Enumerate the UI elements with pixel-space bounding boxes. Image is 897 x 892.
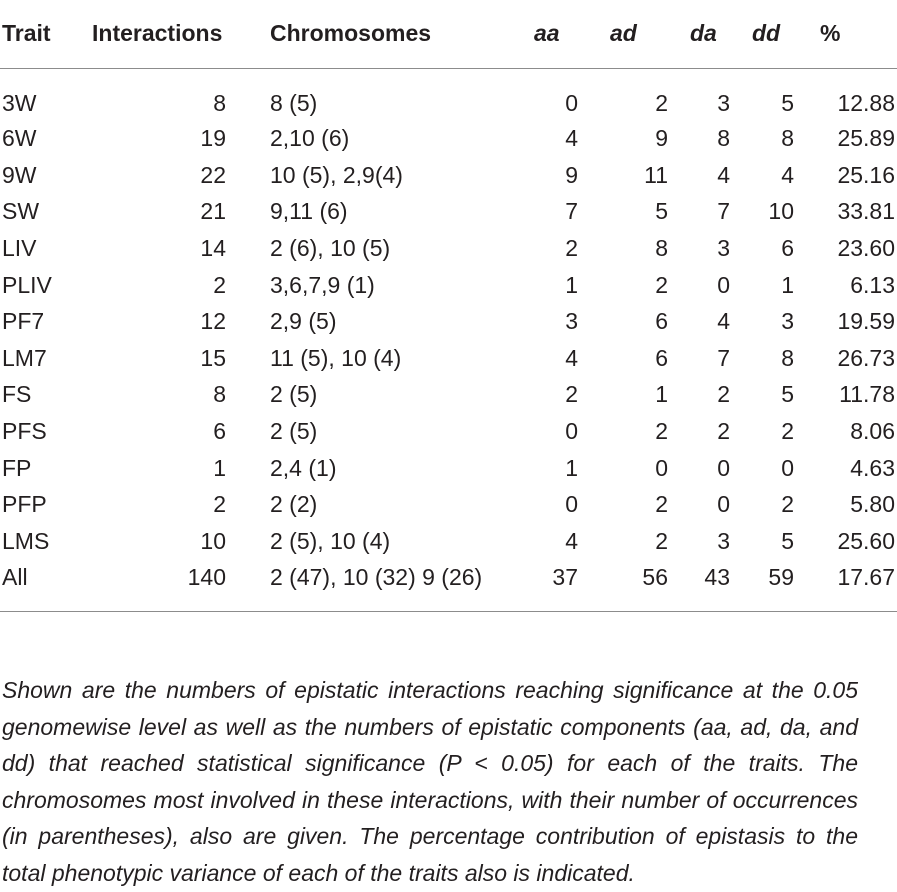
cell-dd: 59 [768, 563, 794, 590]
cell-chromosomes: 2,9 (5) [270, 308, 337, 335]
cell-aa: 0 [565, 418, 578, 445]
cell-da: 43 [704, 563, 730, 590]
cell-dd: 5 [781, 527, 794, 554]
cell-pct: 33.81 [837, 198, 895, 225]
cell-trait: LIV [2, 235, 37, 262]
cell-trait: 9W [2, 161, 37, 188]
cell-aa: 0 [565, 491, 578, 518]
header-ad: ad [610, 19, 637, 46]
table-row [0, 377, 897, 414]
cell-ad: 6 [655, 344, 668, 371]
cell-chromosomes: 3,6,7,9 (1) [270, 271, 375, 298]
cell-da: 0 [717, 491, 730, 518]
cell-pct: 25.16 [837, 161, 895, 188]
cell-trait: LMS [2, 527, 50, 554]
cell-trait: PF7 [2, 308, 45, 335]
cell-interactions: 2 [213, 491, 226, 518]
cell-chromosomes: 2 (5) [270, 381, 318, 408]
table-row [0, 230, 897, 267]
cell-ad: 6 [655, 308, 668, 335]
cell-interactions: 21 [200, 198, 226, 225]
cell-aa: 9 [565, 161, 578, 188]
header-aa: aa [534, 19, 560, 46]
cell-pct: 25.89 [837, 125, 895, 152]
cell-trait: 3W [2, 90, 37, 117]
cell-ad: 2 [655, 527, 668, 554]
table-row [0, 194, 897, 231]
cell-aa: 37 [552, 563, 578, 590]
cell-aa: 7 [565, 198, 578, 225]
cell-pct: 23.60 [837, 235, 895, 262]
cell-pct: 11.78 [839, 381, 895, 408]
cell-da: 3 [717, 90, 730, 117]
cell-trait: FP [2, 454, 32, 481]
cell-interactions: 12 [200, 308, 226, 335]
cell-pct: 6.13 [850, 271, 895, 298]
cell-chromosomes: 2 (5) [270, 418, 318, 445]
header-chromosomes: Chromosomes [270, 19, 432, 46]
cell-da: 4 [717, 161, 730, 188]
cell-ad: 2 [655, 491, 668, 518]
cell-aa: 1 [565, 271, 578, 298]
cell-interactions: 140 [187, 563, 226, 590]
cell-aa: 4 [565, 344, 578, 371]
cell-pct: 17.67 [837, 563, 895, 590]
table-row [0, 560, 897, 612]
cell-trait: PFP [2, 491, 47, 518]
table-row [0, 450, 897, 487]
cell-da: 7 [717, 344, 730, 371]
cell-chromosomes: 2 (6), 10 (5) [270, 235, 391, 262]
header-trait: Trait [2, 19, 51, 46]
cell-aa: 4 [565, 125, 578, 152]
cell-trait: All [2, 563, 28, 590]
header-percent: % [820, 19, 841, 46]
cell-ad: 11 [644, 161, 668, 188]
cell-chromosomes: 2 (47), 10 (32) 9 (26) [270, 563, 483, 590]
table-row [0, 523, 897, 560]
cell-interactions: 8 [213, 90, 226, 117]
cell-interactions: 2 [213, 271, 226, 298]
cell-dd: 2 [781, 418, 794, 445]
cell-ad: 56 [642, 563, 668, 590]
cell-dd: 0 [781, 454, 794, 481]
cell-pct: 4.63 [850, 454, 895, 481]
cell-aa: 3 [565, 308, 578, 335]
table-row [0, 121, 897, 158]
table-row [0, 69, 897, 121]
header-row [0, 0, 897, 69]
cell-pct: 12.88 [837, 90, 895, 117]
cell-dd: 6 [781, 235, 794, 262]
cell-interactions: 15 [200, 344, 226, 371]
cell-chromosomes: 2,4 (1) [270, 454, 337, 481]
cell-ad: 5 [655, 198, 668, 225]
cell-dd: 8 [781, 125, 794, 152]
cell-chromosomes: 2 (5), 10 (4) [270, 527, 391, 554]
table-row [0, 267, 897, 304]
cell-aa: 2 [565, 235, 578, 262]
header-dd: dd [752, 19, 781, 46]
cell-trait: PFS [2, 418, 47, 445]
cell-dd: 4 [781, 161, 794, 188]
table-footnote: Shown are the numbers of epistatic interactions reaching significance at the 0.05 genomewise level as well as the numbers of epistatic components (aa, ad, da, and dd) that reached statistical significance (P < 0.05) for each of the traits. The chromosomes most involved in these interactions, with their number of occurrences (in parentheses), also are given. The percentage contribution of epistasis to the total phenotypic variance of each of the traits also is indicated. [2, 677, 858, 886]
header-interactions: Interactions [92, 19, 223, 46]
cell-chromosomes: 2,10 (6) [270, 125, 350, 152]
table-row [0, 486, 897, 523]
cell-da: 0 [717, 454, 730, 481]
cell-interactions: 19 [200, 125, 226, 152]
table-header [0, 0, 897, 69]
cell-da: 2 [717, 418, 730, 445]
table-row [0, 303, 897, 340]
cell-dd: 3 [781, 308, 794, 335]
cell-aa: 0 [565, 90, 578, 117]
cell-pct: 8.06 [850, 418, 895, 445]
cell-dd: 1 [781, 271, 794, 298]
cell-da: 3 [717, 527, 730, 554]
cell-pct: 26.73 [837, 344, 895, 371]
cell-da: 2 [717, 381, 730, 408]
cell-pct: 5.80 [850, 491, 895, 518]
cell-interactions: 22 [200, 161, 226, 188]
header-da: da [690, 19, 717, 46]
cell-pct: 25.60 [837, 527, 895, 554]
cell-dd: 5 [781, 90, 794, 117]
cell-ad: 1 [655, 381, 668, 408]
cell-pct: 19.59 [837, 308, 895, 335]
cell-da: 8 [717, 125, 730, 152]
cell-trait: PLIV [2, 271, 52, 298]
cell-trait: SW [2, 198, 40, 225]
table-row [0, 340, 897, 377]
cell-chromosomes: 8 (5) [270, 90, 318, 117]
cell-dd: 8 [781, 344, 794, 371]
cell-dd: 2 [781, 491, 794, 518]
cell-trait: 6W [2, 125, 37, 152]
cell-trait: FS [2, 381, 32, 408]
cell-interactions: 10 [200, 527, 226, 554]
cell-ad: 2 [655, 271, 668, 298]
cell-interactions: 6 [213, 418, 226, 445]
cell-ad: 0 [655, 454, 668, 481]
cell-dd: 10 [768, 198, 794, 225]
cell-ad: 2 [655, 90, 668, 117]
cell-aa: 1 [565, 454, 578, 481]
cell-da: 7 [717, 198, 730, 225]
cell-trait: LM7 [2, 344, 47, 371]
table-body [0, 69, 897, 612]
cell-da: 3 [717, 235, 730, 262]
cell-interactions: 8 [213, 381, 226, 408]
cell-da: 4 [717, 308, 730, 335]
cell-interactions: 1 [213, 454, 226, 481]
cell-ad: 9 [655, 125, 668, 152]
cell-chromosomes: 9,11 (6) [270, 198, 348, 225]
cell-da: 0 [717, 271, 730, 298]
table-row [0, 413, 897, 450]
cell-chromosomes: 11 (5), 10 (4) [270, 344, 402, 371]
cell-aa: 4 [565, 527, 578, 554]
cell-chromosomes: 10 (5), 2,9(4) [270, 161, 403, 188]
cell-aa: 2 [565, 381, 578, 408]
cell-chromosomes: 2 (2) [270, 491, 318, 518]
cell-ad: 2 [655, 418, 668, 445]
cell-ad: 8 [655, 235, 668, 262]
cell-dd: 5 [781, 381, 794, 408]
cell-interactions: 14 [200, 235, 226, 262]
table-row [0, 157, 897, 194]
